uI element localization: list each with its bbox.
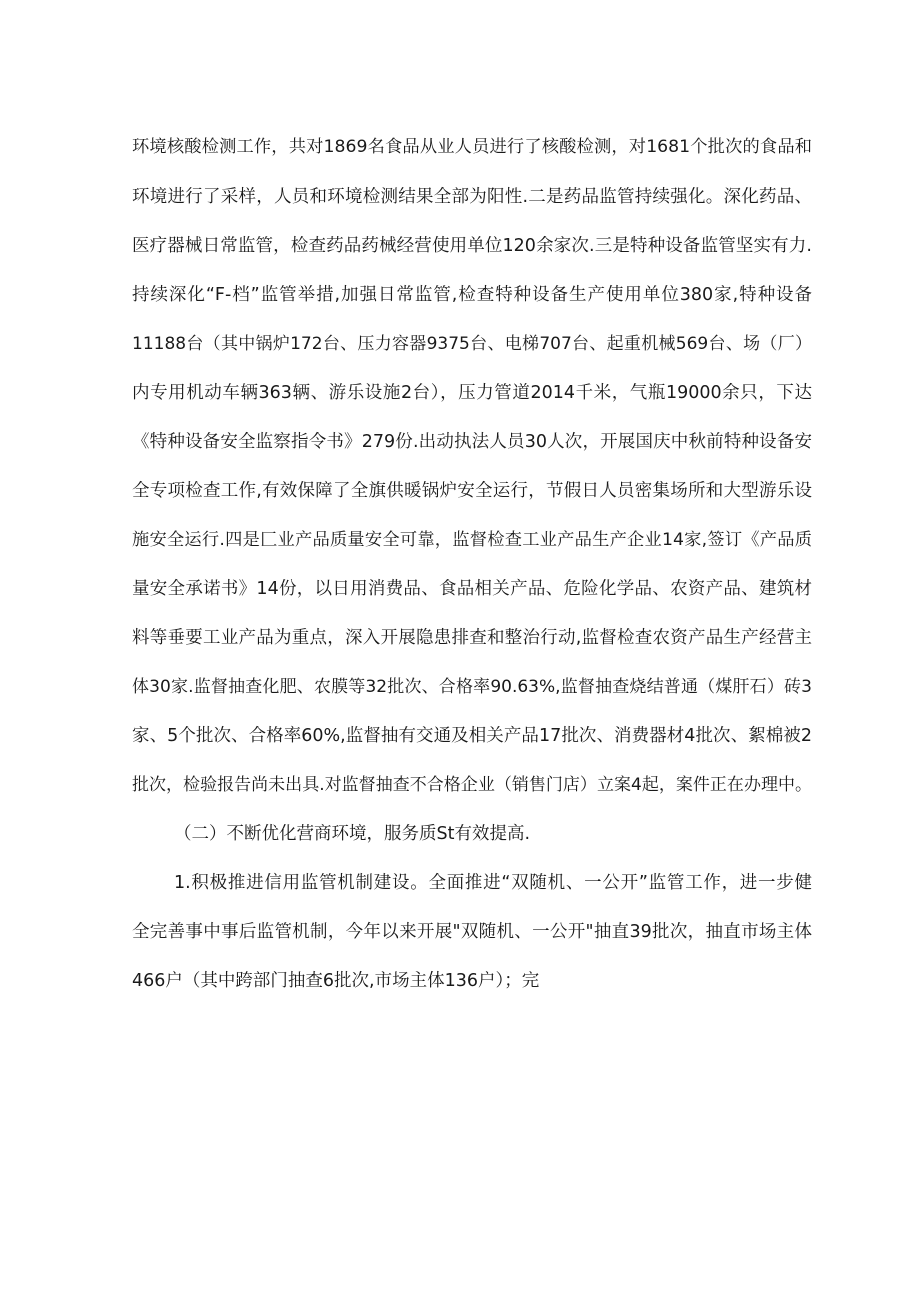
body-text-line: 《特种设备安全监察指令书》279份.出动执法人员30人次，开展国庆中秋前特种设备安 (132, 432, 812, 452)
body-text-line: 11188台（其中锅炉172台、压力容器9375台、电梯707台、起重机械569台、场（厂） (132, 334, 812, 354)
body-text-line: 医疗器械日常监管，检查药品药械经营使用单位120余家次.三是特种设备监管坚实有力. (132, 236, 812, 256)
body-text-line: 环境核酸检测工作，共对1869名食品从业人员进行了核酸检测，对1681个批次的食品和 (132, 137, 812, 157)
body-text-line: 1.积极推进信用监管机制建设。全面推进“双随机、一公开”监管工作，进一步健 (174, 873, 812, 893)
body-text-line: 466户（其中跨部门抽查6批次,市场主体136户）；完 (132, 971, 540, 991)
body-text-line: 体30家.监督抽查化肥、农膜等32批次、合格率90.63%,监督抽查烧结普通（煤肝石）砖3 (132, 677, 812, 697)
body-text-line: 环境进行了采样，人员和环境检测结果全部为阳性.二是药品监管持续强化。深化药品、 (132, 187, 812, 207)
body-text-line: 持续深化“F-档”监管举措,加强日常监管,检查特种设备生产使用单位380家,特种设备 (132, 285, 812, 305)
body-text-line: 量安全承诺书》14份，以日用消费品、食品相关产品、危险化学品、农资产品、建筑材 (132, 579, 812, 599)
body-text-line: 料等垂要工业产品为重点，深入开展隐患排查和整治行动,监督检查农资产品生产经营主 (132, 628, 812, 648)
body-text-line: 家、5个批次、合格率60%,监督抽有交通及相关产品17批次、消费器材4批次、絮棉被2 (132, 726, 812, 746)
body-text-line: 施安全运行.四是匚业产品质量安全可靠，监督检查工业产品生产企业14家,签订《产品质 (132, 530, 812, 550)
body-text-line: 全完善事中事后监管机制，今年以来开展"双随机、一公开"抽直39批次，抽直市场主体 (132, 922, 812, 942)
section-heading: （二）不断优化营商环境，服务质St有效提高. (174, 824, 531, 844)
body-text-line: 内专用机动车辆363辆、游乐设施2台），压力管道2014千米，气瓶19000余只，下达 (132, 383, 812, 403)
body-text-line: 全专项检查工作,有效保障了全旗供暖锅炉安全运行，节假日人员密集场所和大型游乐设 (132, 481, 812, 501)
body-text-line: 批次，检验报告尚未出具.对监督抽查不合格企业（销售门店）立案4起，案件正在办理中。 (132, 775, 812, 795)
